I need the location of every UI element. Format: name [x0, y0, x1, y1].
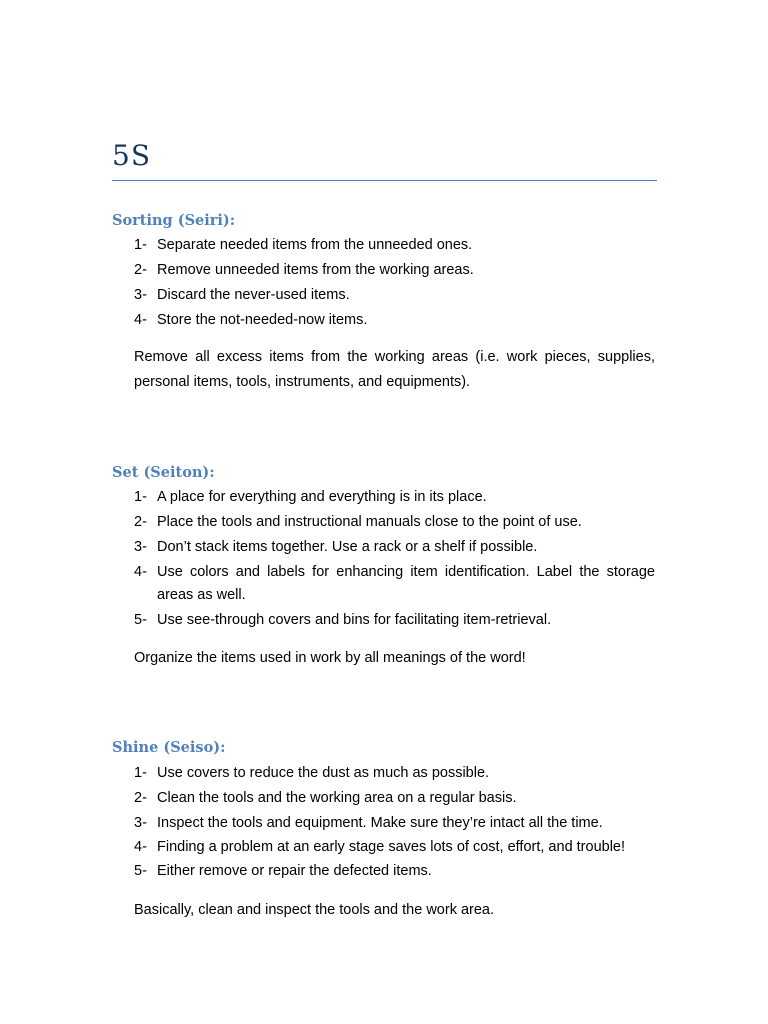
list-number: 4- [134, 839, 147, 855]
list-number: 2- [134, 790, 147, 806]
title-divider [112, 180, 657, 181]
list-text: Don’t stack items together. Use a rack or a shelf if possible. [157, 539, 538, 555]
list-text: Place the tools and instructional manuals close to the point of use. [157, 514, 582, 530]
list-number: 3- [134, 815, 147, 831]
list-number: 2- [134, 514, 147, 530]
list-number: 3- [134, 539, 147, 555]
list-number: 1- [134, 489, 147, 505]
list-text: Use see-through covers and bins for facilitating item-retrieval. [157, 612, 552, 628]
list-text: Use covers to reduce the dust as much as possible. [157, 765, 490, 781]
list-number: 4- [134, 564, 147, 580]
list-number: 5- [134, 612, 147, 628]
list-number: 2- [134, 262, 147, 278]
section-heading: Set (Seiton): [112, 464, 215, 481]
list-number: 1- [134, 765, 147, 781]
list-number: 4- [134, 312, 147, 328]
section-summary: Organize the items used in work by all meanings of the word! [134, 650, 526, 666]
list-text: Separate needed items from the unneeded ones. [157, 237, 473, 253]
section-heading: Shine (Seiso): [112, 739, 226, 756]
list-text: Store the not-needed-now items. [157, 312, 368, 328]
section-heading: Sorting (Seiri): [112, 212, 236, 229]
document-title: 5S [112, 139, 151, 172]
list-number: 5- [134, 863, 147, 879]
list-text: Either remove or repair the defected items. [157, 863, 432, 879]
list-text: Finding a problem at an early stage saves lots of cost, effort, and trouble! [157, 839, 626, 855]
list-number: 3- [134, 287, 147, 303]
list-text: Discard the never-used items. [157, 287, 350, 303]
section-summary: Remove all excess items from the working areas (i.e. work pieces, supplies, personal items, tools, instruments, and equipments). [134, 349, 655, 390]
list-text: Clean the tools and the working area on a regular basis. [157, 790, 517, 806]
list-text: Inspect the tools and equipment. Make sure they’re intact all the time. [157, 815, 603, 831]
list-text: A place for everything and everything is in its place. [157, 489, 487, 505]
list-text: Remove unneeded items from the working areas. [157, 262, 474, 278]
list-text: Use colors and labels for enhancing item identification. Label the storage areas as well. [157, 564, 655, 603]
list-number: 1- [134, 237, 147, 253]
section-summary: Basically, clean and inspect the tools and the work area. [134, 902, 495, 918]
